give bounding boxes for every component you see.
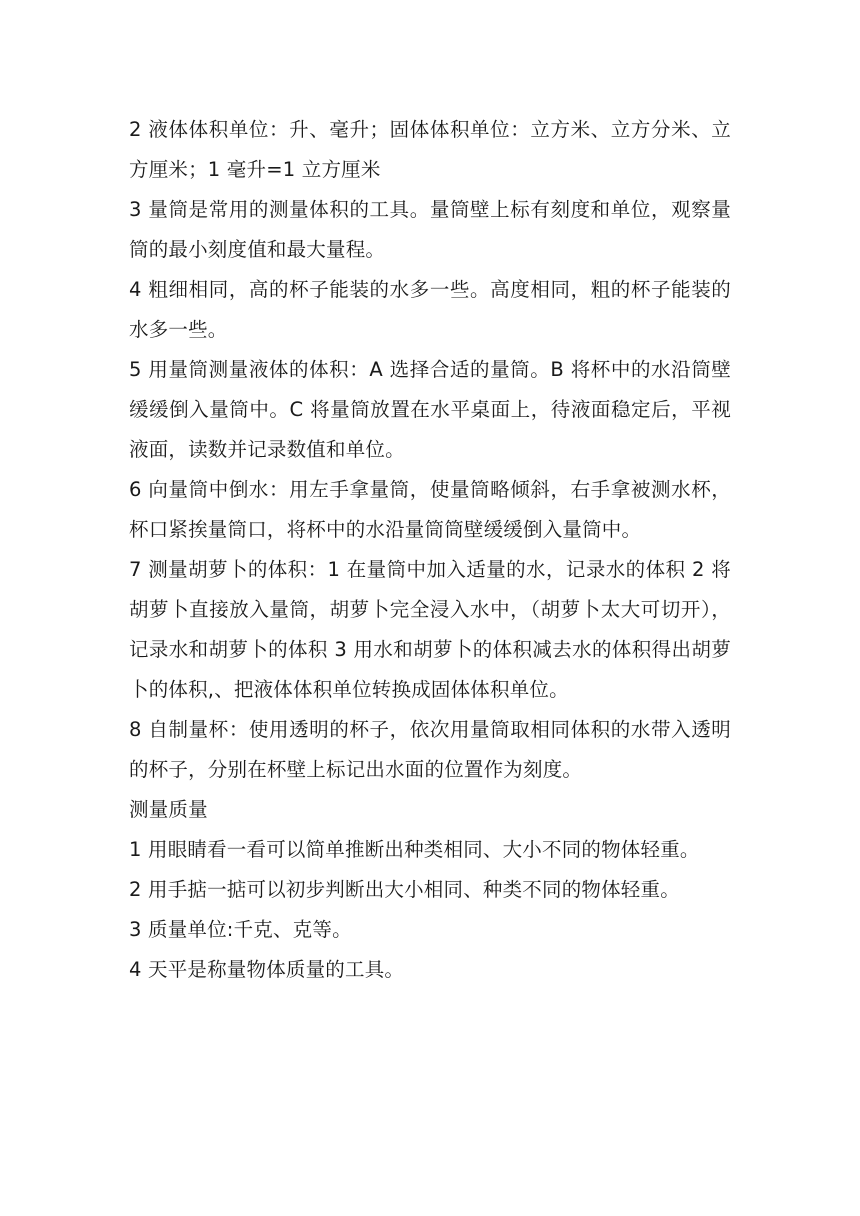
paragraph-cup-capacity: 4 粗细相同，高的杯子能装的水多一些。高度相同，粗的杯子能装的水多一些。: [129, 278, 731, 341]
paragraph-volume-units: 2 液体体积单位：升、毫升；固体体积单位：立方米、立方分米、立方厘米；1 毫升=1 立方厘米: [129, 118, 731, 181]
paragraph-pour-water: 6 向量筒中倒水：用左手拿量筒，使量筒略倾斜，右手拿被测水杯，杯口紧挨量筒口，将杯中的水沿量筒筒壁缓缓倒入量筒中。: [129, 478, 731, 541]
paragraph-homemade-cup: 8 自制量杯：使用透明的杯子，依次用量筒取相同体积的水带入透明的杯子，分别在杯壁上标记出水面的位置作为刻度。: [129, 718, 731, 781]
paragraph-carrot-volume: 7 测量胡萝卜的体积：1 在量筒中加入适量的水，记录水的体积 2 将胡萝卜直接放入量筒，胡萝卜完全浸入水中，（胡萝卜太大可切开），记录水和胡萝卜的体积 3 用水和胡萝卜的体积减去水的体积得出胡萝卜的体积,、把液体体积单位转换成固体体积单位。: [129, 558, 731, 701]
paragraph-balance: 4 天平是称量物体质量的工具。: [129, 958, 405, 981]
paragraph-mass-units: 3 质量单位:千克、克等。: [129, 918, 352, 941]
document-body: [129, 110, 731, 990]
paragraph-measure-liquid: 5 用量筒测量液体的体积：A 选择合适的量筒。B 将杯中的水沿筒壁缓缓倒入量筒中。C 将量筒放置在水平桌面上，待液面稳定后，平视液面，读数并记录数值和单位。: [129, 358, 731, 461]
paragraph-hand-weigh: 2 用手掂一掂可以初步判断出大小相同、种类不同的物体轻重。: [129, 878, 680, 901]
paragraph-eye-estimate: 1 用眼睛看一看可以简单推断出种类相同、大小不同的物体轻重。: [129, 838, 700, 861]
section-heading-mass: 测量质量: [129, 798, 208, 821]
paragraph-measuring-cylinder: 3 量筒是常用的测量体积的工具。量筒壁上标有刻度和单位，观察量筒的最小刻度值和最大量程。: [129, 198, 731, 261]
